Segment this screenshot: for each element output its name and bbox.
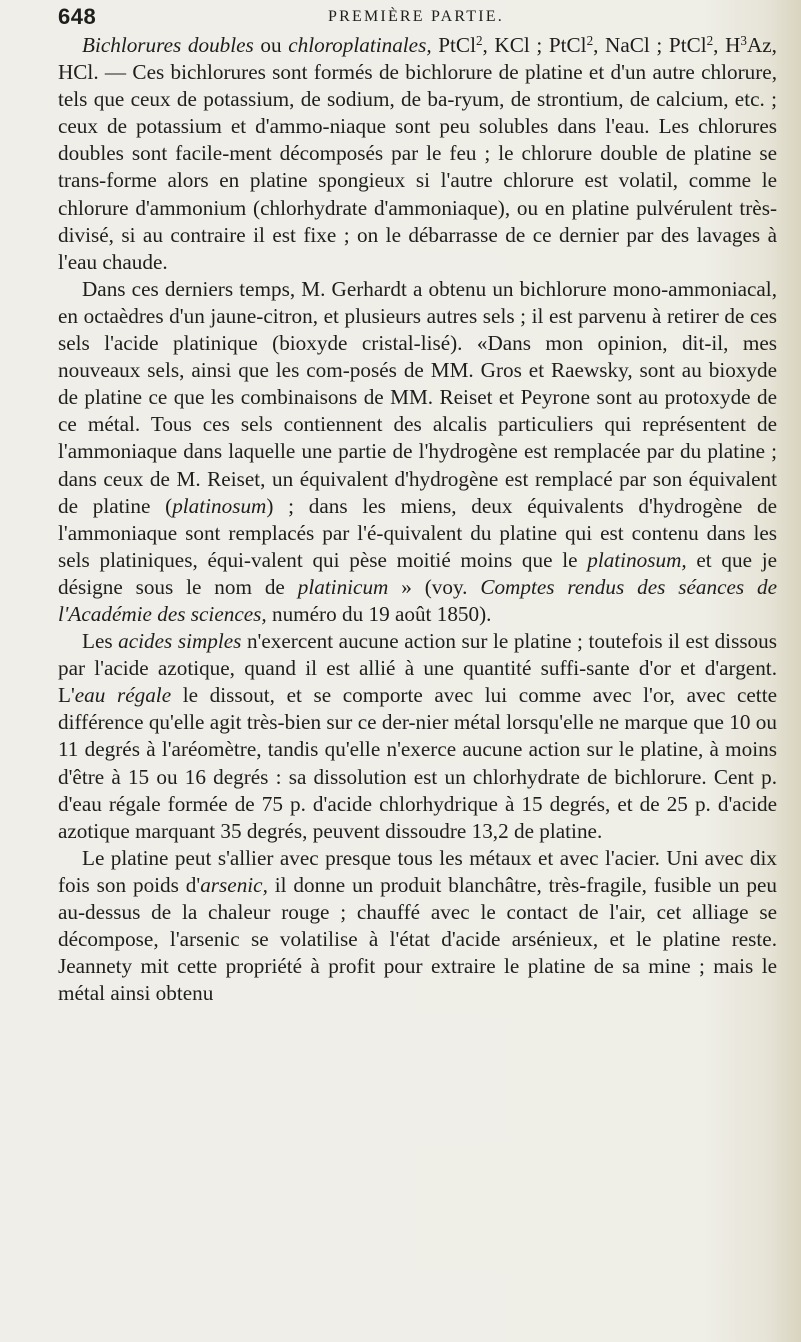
page-body xyxy=(58,32,777,1007)
page-number: 648 xyxy=(58,4,97,29)
text-run: ) ; dans les miens, deux équivalents d'hydrogène de l'ammoniaque sont remplacés par l'é-quivalent du platine qui est contenu dans les sels platiniques, équi-valent qui pèse moitié moins que le xyxy=(58,493,777,572)
text-run: , NaCl ; PtCl xyxy=(593,33,707,57)
superscript: 3 xyxy=(740,32,747,48)
text-run: ou xyxy=(253,33,289,57)
text-run: et que je désigne sous le nom de xyxy=(58,547,777,599)
superscript: 2 xyxy=(475,32,483,48)
superscript: 2 xyxy=(706,32,714,48)
superscript: 2 xyxy=(586,32,594,48)
text-run: Les xyxy=(82,629,119,654)
text-run: , KCl ; PtCl xyxy=(482,33,587,57)
italic-text: Comptes rendus des séances de l'Académie des sciences, xyxy=(58,574,777,626)
italic-text: platinosum, xyxy=(587,547,687,572)
paragraph xyxy=(58,845,777,1008)
italic-text: platinicum xyxy=(297,574,389,599)
text-run: il donne un produit blanchâtre, très-fragile, fusible un peu au-dessus de la chaleur rouge ; chauffé avec le contact de l'air, cet alliage se décompose, l'arsenic se volatilise à l'état d'acide arsénieux, et le platine reste. Jeannety mit cette propriété à profit pour extraire le platine de sa mine ; mais le métal ainsi obtenu xyxy=(58,872,777,1006)
paragraph xyxy=(58,32,777,276)
text-run: Dans ces derniers temps, M. Gerhardt a obtenu un bichlorure mono-ammoniacal, en octaèdres d'un jaune-citron, et plusieurs autres sels ; il est parvenu à retirer de ces sels l'acide platinique (bioxyde cristal-lisé). «Dans mon opinion, dit-il, mes nouveaux sels, ainsi que les com-posés de MM. Gros et Raewsky, sont au bioxyde de platine ce que les combinaisons de MM. Reiset et Peyrone sont au protoxyde de ce métal. Tous ces sels contiennent des alcalis particuliers qui représentent de l'ammoniaque dans laquelle une partie de l'hydrogène est remplacée par du platine ; dans ceux de M. Reiset, un équivalent d'hydrogène est remplacé par son équivalent de platine ( xyxy=(58,276,777,518)
running-head: PREMIÈRE PARTIE. xyxy=(328,8,504,25)
italic-text: chloroplatinales, xyxy=(288,33,432,57)
text-run: PtCl xyxy=(431,33,476,57)
text-run: » (voy. xyxy=(388,574,481,599)
italic-text: arsenic, xyxy=(200,872,268,897)
text-run: numéro du 19 août 1850). xyxy=(266,601,492,626)
italic-text: Bichlorures doubles xyxy=(82,33,254,57)
text-run: , H xyxy=(713,33,741,57)
italic-text: eau régale xyxy=(74,683,172,708)
paragraph xyxy=(58,628,777,845)
italic-text: acides simples xyxy=(118,629,242,654)
italic-text: platinosum xyxy=(172,493,267,518)
text-run: le dissout, et se comporte avec lui comme avec l'or, avec cette différence qu'elle agit très-bien sur ce der-nier métal lorsqu'elle ne marque que 10 ou 11 degrés à l'aréomètre, tandis qu'elle n'exerce aucune action sur le platine, à moins d'être à 15 ou 16 degrés : sa dissolution est un chlorhydrate de bichlorure. Cent p. d'eau régale formée de 75 p. d'acide chlorhydrique à 15 degrés, et de 25 p. d'acide azotique marquant 35 degrés, peuvent dissoudre 13,2 de platine. xyxy=(58,683,777,843)
paragraph xyxy=(58,276,777,628)
text-run: Le platine peut s'allier avec presque tous les métaux et avec l'acier. Uni avec dix fois son poids d' xyxy=(58,845,777,897)
text-run: n'exercent aucune action sur le platine ; toutefois il est dissous par l'acide azotique, quand il est allié à une quantité suffi-sante d'or et d'argent. L' xyxy=(58,629,777,708)
text-run: Az, HCl. — Ces bichlorures sont formés de bichlorure de platine et d'un autre chlorure, tels que ceux de potassium, de sodium, de ba-ryum, de strontium, de calcium, etc. ; ceux de potassium et d'ammo-niaque sont peu solubles dans l'eau. Les chlorures doubles sont facile-ment décomposés par le feu ; le chlorure double de platine se trans-forme alors en platine spongieux si l'autre chlorure est volatil, comme le chlorure d'ammonium (chlorhydrate d'ammoniaque), ou en platine pulvérulent très-divisé, si au contraire il est fixe ; on le débarrasse de ce dernier par des lavages à l'eau chaude. xyxy=(58,33,777,274)
page-header xyxy=(58,4,774,34)
